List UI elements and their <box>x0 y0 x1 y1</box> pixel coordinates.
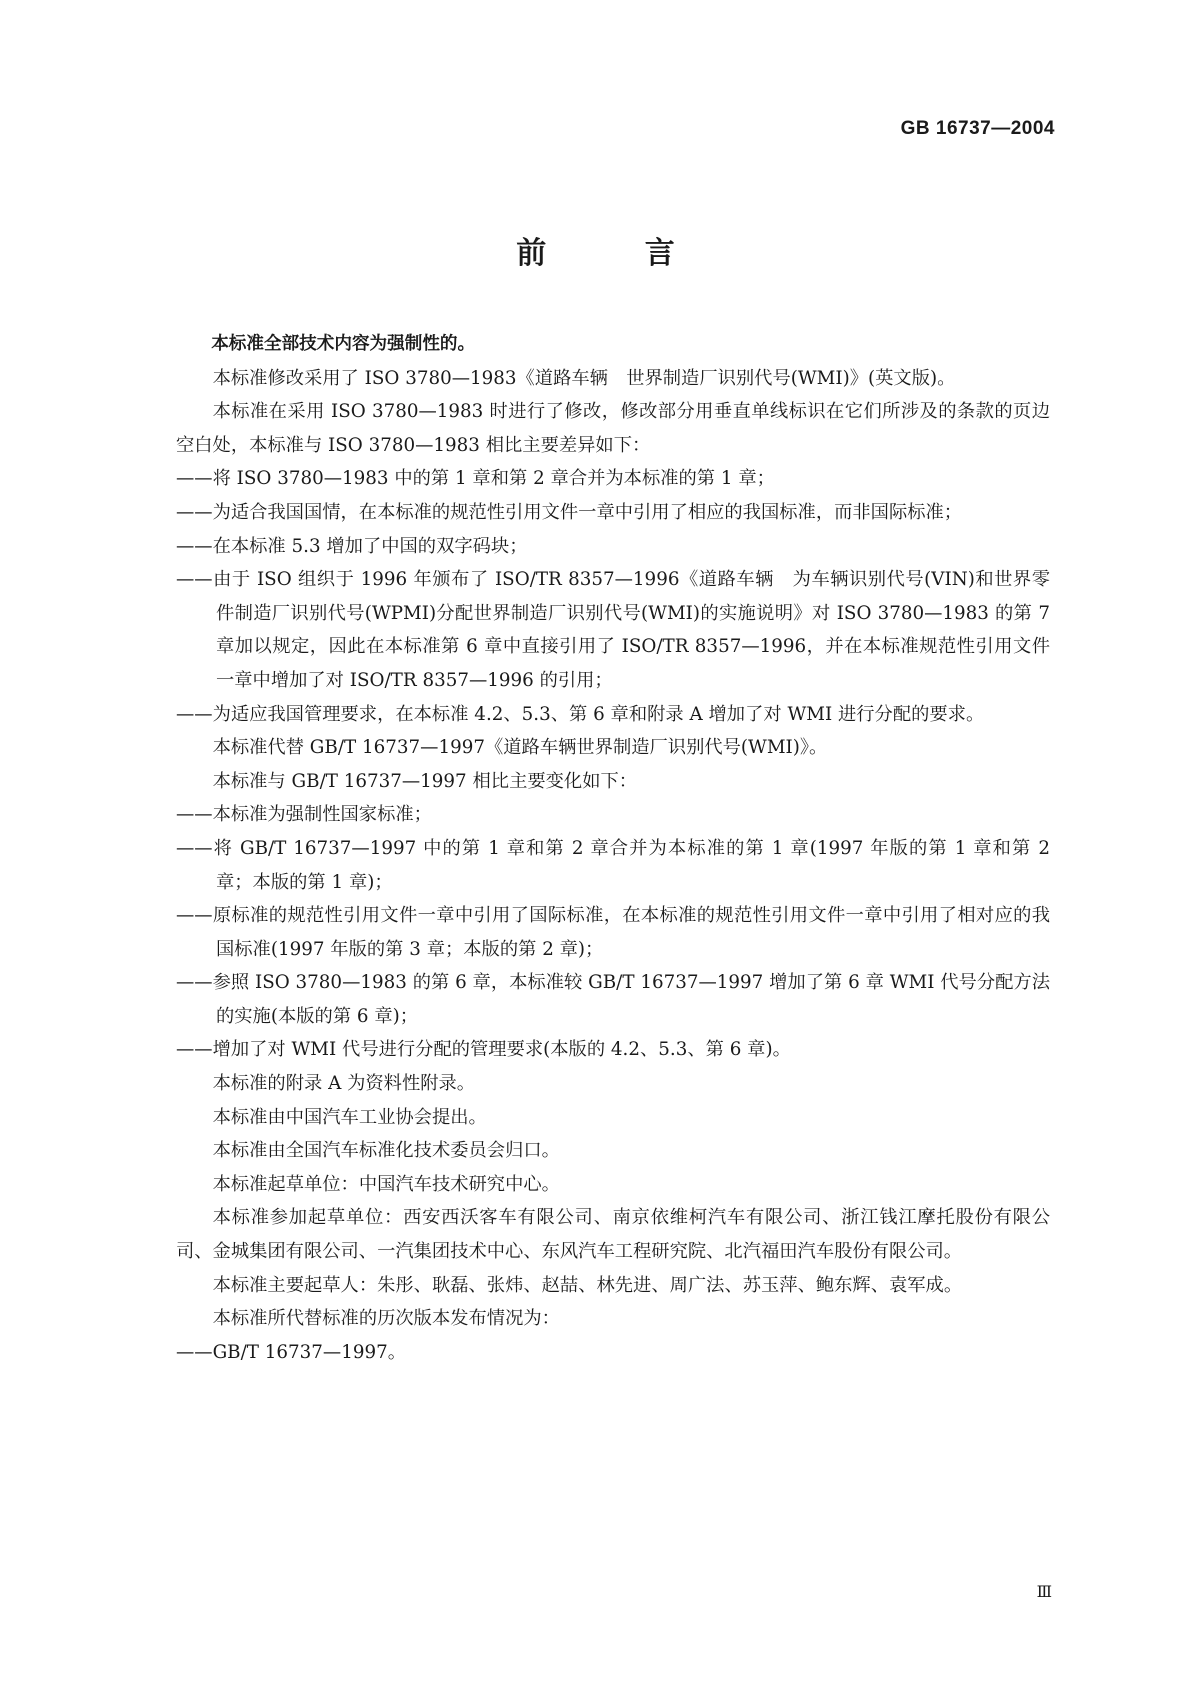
paragraph-replaces: 本标准代替 GB/T 16737—1997《道路车辆世界制造厂识别代号(WMI)》。 <box>212 737 828 759</box>
change-item: ——参照 ISO 3780—1983 的第 6 章，本标准较 GB/T 16737—1997 增加了第 6 章 WMI 代号分配方法的实施(本版的第 6 章)； <box>176 972 1050 1027</box>
difference-item: ——由于 ISO 组织于 1996 年颁布了 ISO/TR 8357—1996《道路车辆 为车辆识别代号(VIN)和世界零件制造厂识别代号(WPMI)分配世界制造厂识别代号(WMI)的实施说明》对 ISO 3780—1983 的第 7 章加以规定，因此在本标准第 6 章中直接引用了 ISO/TR 8357—1996，并在本标准规范性引用文件一章中增加了对 ISO/TR 8357—1996 的引用； <box>176 569 1050 691</box>
change-item: ——将 GB/T 16737—1997 中的第 1 章和第 2 章合并为本标准的第 1 章(1997 年版的第 1 章和第 2 章；本版的第 1 章)； <box>176 837 1050 893</box>
paragraph-changes-intro: 本标准与 GB/T 16737—1997 相比主要变化如下： <box>212 770 638 792</box>
paragraph-drafting-unit: 本标准起草单位：中国汽车技术研究中心。 <box>212 1173 560 1195</box>
standard-code: GB 16737—2004 <box>900 118 1055 139</box>
paragraph-mandatory: 本标准全部技术内容为强制性的。 <box>211 334 476 354</box>
paragraph-committee: 本标准由全国汽车标准化技术委员会归口。 <box>212 1140 560 1162</box>
paragraph-history-intro: 本标准所代替标准的历次版本发布情况为： <box>212 1308 560 1330</box>
foreword-body <box>176 328 1050 1369</box>
paragraph-adoption: 本标准修改采用了 ISO 3780—1983《道路车辆 世界制造厂识别代号(WMI)》(英文版)。 <box>212 367 956 389</box>
change-item: ——本标准为强制性国家标准； <box>176 804 432 826</box>
difference-item: ——将 ISO 3780—1983 中的第 1 章和第 2 章合并为本标准的第 1 章； <box>176 468 775 490</box>
paragraph-participating-units: 本标准参加起草单位：西安西沃客车有限公司、南京依维柯汽车有限公司、浙江钱江摩托股份有限公司、金城集团有限公司、一汽集团技术中心、东风汽车工程研究院、北汽福田汽车股份有限公司。 <box>176 1207 1050 1263</box>
change-item: ——原标准的规范性引用文件一章中引用了国际标准，在本标准的规范性引用文件一章中引用了相对应的我国标准(1997 年版的第 3 章；本版的第 2 章)； <box>176 905 1050 960</box>
paragraph-proposer: 本标准由中国汽车工业协会提出。 <box>212 1106 487 1128</box>
paragraph-modification: 本标准在采用 ISO 3780—1983 时进行了修改，修改部分用垂直单线标识在它们所涉及的条款的页边空白处，本标准与 ISO 3780—1983 相比主要差异如下： <box>176 401 1050 456</box>
paragraph-drafters: 本标准主要起草人：朱彤、耿磊、张炜、赵喆、林先进、周广法、苏玉萍、鲍东辉、袁军成。 <box>212 1274 963 1296</box>
difference-item: ——为适应我国管理要求，在本标准 4.2、5.3、第 6 章和附录 A 增加了对 WMI 进行分配的要求。 <box>176 703 985 725</box>
difference-item: ——在本标准 5.3 增加了中国的双字码块； <box>176 535 528 557</box>
change-item: ——增加了对 WMI 代号进行分配的管理要求(本版的 4.2、5.3、第 6 章)。 <box>176 1039 791 1061</box>
page-number: Ⅲ <box>1036 1582 1051 1601</box>
paragraph-annex: 本标准的附录 A 为资料性附录。 <box>212 1073 476 1095</box>
difference-item: ——为适合我国国情，在本标准的规范性引用文件一章中引用了相应的我国标准，而非国际标准； <box>176 501 963 523</box>
history-item: ——GB/T 16737—1997。 <box>176 1341 407 1363</box>
page-title: 前 言 <box>516 236 719 271</box>
